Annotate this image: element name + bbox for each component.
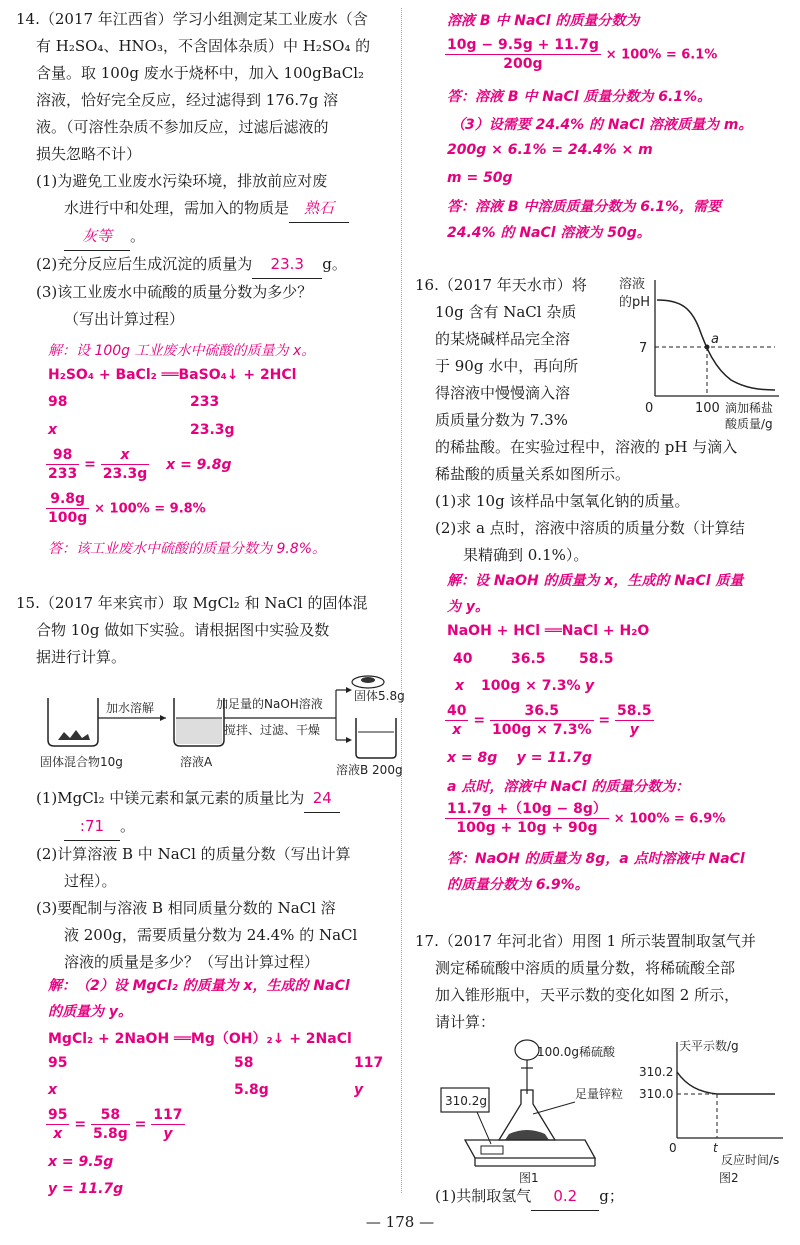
q15-part1-line2 <box>16 813 394 841</box>
q16-calc-label: a 点时，溶液中 NaCl 的质量分数为： <box>447 779 690 795</box>
conical-flask-icon <box>499 1090 555 1140</box>
q15-part3-text: 液 200g，需要质量分数为 24.4% 的 NaCl <box>64 926 358 944</box>
q14-part3-text: (3)该工业废水中硫酸的质量分数为多少？ <box>36 283 313 301</box>
tick-label: 310.0 <box>639 1087 674 1101</box>
q15-part1-end: 。 <box>120 817 136 835</box>
q16-stem-line: 质质量分数为 7.3% <box>435 411 568 429</box>
q15-stem <box>16 590 394 671</box>
q16-variable: y <box>585 678 595 694</box>
q15-answer-2: 答：溶液 B 中 NaCl 质量分数为 6.1%。 <box>447 89 712 105</box>
x-axis-label: 酸质量/g <box>725 417 773 431</box>
q16-part2-text: 果精确到 0.1%）。 <box>463 546 589 564</box>
q15-stem-line: 合物 10g 做如下实验。请根据图中实验及数 <box>36 621 330 639</box>
q15-parts <box>16 785 394 976</box>
q16-part2-text: (2)求 a 点时，溶液中溶质的质量分数（计算结 <box>435 519 745 537</box>
q14-solution-intro: 解：设 100g 工业废水中硫酸的质量为 x。 <box>48 343 316 359</box>
numerator: 10g − 9.5g + 11.7g <box>447 37 599 53</box>
q16-stem-line: 的稀盐酸。在实验过程中，溶液的 pH 与滴入 <box>435 438 738 456</box>
x-axis-label: 反应时间/s <box>721 1153 780 1167</box>
q16-answer: 答：NaOH 的质量为 8g，a 点时溶液中 NaCl <box>447 851 745 867</box>
q17-part1-answer: 0.2 <box>531 1183 599 1211</box>
numerator: 58 <box>91 1106 130 1125</box>
q15-part3-text: (3)要配制与溶液 B 相同质量分数的 NaCl 溶 <box>36 899 336 917</box>
q14-result: x = 9.8g <box>166 456 232 473</box>
label-solution-a: 溶液A <box>180 755 213 769</box>
numerator: 36.5 <box>490 702 594 721</box>
q15-part1-answer: 24 <box>304 785 340 813</box>
q17-stem-line: 17.（2017 年河北省）用图 1 所示装置制取氢气并 <box>415 932 756 950</box>
q16-stem <box>415 272 625 434</box>
label-step-naoh: 加足量的NaOH溶液 <box>216 697 323 711</box>
q15-experiment-diagram <box>36 668 406 780</box>
q15-value: 5.8g <box>234 1082 269 1098</box>
q15-calc-label: 溶液 B 中 NaCl 的质量分数为 <box>447 13 640 29</box>
q14-part1-text: 水进行中和处理，需加入的物质是 <box>64 199 290 217</box>
q16-calc-fraction <box>445 800 725 837</box>
q16-stem-line: 10g 含有 NaCl 杂质 <box>435 303 577 321</box>
q15-stem-line: 15.（2017 年来宾市）取 MgCl₂ 和 NaCl 的固体混 <box>16 594 368 612</box>
balance-reading: 310.2g <box>445 1094 487 1108</box>
q15-molar-mass: 117 <box>354 1055 384 1071</box>
q16-variable: x <box>455 678 465 694</box>
numerator: 117 <box>153 1107 183 1123</box>
q16-stem-line: 稀盐酸的质量关系如图所示。 <box>435 465 631 483</box>
y-axis-label: 天平示数/g <box>679 1039 739 1053</box>
q16-calc-result: × 100% = 6.9% <box>613 811 726 827</box>
label-solution-b: 溶液B 200g <box>336 763 403 777</box>
q15-result-y: y = 11.7g <box>48 1181 124 1197</box>
q14-value: 23.3g <box>190 422 235 438</box>
q15-answer-3-cont: 24.4% 的 NaCl 溶液为 50g。 <box>447 225 651 241</box>
q14-part2-answer: 23.3 <box>252 251 322 279</box>
numerator: 9.8g <box>46 490 89 509</box>
q16-proportion: $\frac{40}{x}$ = $\frac{36.5}{100g \times 7.3\%}$ = $\frac{58.5}{y}$ <box>447 703 652 738</box>
denominator: y <box>629 722 639 738</box>
q14-percent <box>46 490 206 527</box>
tick-label: 7 <box>639 341 648 356</box>
point-a <box>705 345 710 350</box>
numerator: 95 <box>48 1107 68 1123</box>
figure1-caption: 图1 <box>519 1171 539 1185</box>
fraction <box>46 1106 69 1143</box>
q14-part2-end: g。 <box>322 255 347 273</box>
q15-part1 <box>16 785 394 813</box>
q14-stem-line: 溶液，恰好完全反应，经过滤得到 176.7g 溶 <box>36 91 339 109</box>
q17-part1-text: (1)共制取氢气 <box>435 1187 532 1205</box>
q16-solution-intro: 为 y。 <box>447 599 489 615</box>
q14-part1-end: 。 <box>130 227 146 245</box>
fraction <box>445 36 601 73</box>
q14-proportion: $\frac{98}{233}$ = $\frac{x}{23.3g}$ x = 9.8g <box>48 447 232 482</box>
q17-stem-line: 加入锥形瓶中，天平示数的变化如图 2 所示， <box>435 986 740 1004</box>
tick-label: 100 <box>695 401 720 416</box>
label-step-filter: 搅拌、过滤、干燥 <box>224 723 321 737</box>
q14-molar-mass: 233 <box>190 394 220 410</box>
numerator: 40 <box>447 703 467 719</box>
q16-solution-intro: 解：设 NaOH 的质量为 x，生成的 NaCl 质量 <box>447 573 744 589</box>
q16-part1-text: (1)求 10g 该样品中氢氧化钠的质量。 <box>435 492 690 510</box>
q16-body <box>415 434 787 569</box>
fraction <box>151 1106 184 1143</box>
q16-results: x = 8g y = 11.7g <box>447 750 592 766</box>
q16-molar-mass: 40 <box>453 651 473 667</box>
fraction <box>101 446 150 483</box>
q15-part1-text: (1)MgCl₂ 中镁元素和氯元素的质量比为 <box>36 789 305 807</box>
q14-stem <box>16 6 394 333</box>
q15-calc-fraction <box>445 36 717 73</box>
denominator: y <box>163 1126 173 1142</box>
fraction <box>490 702 594 739</box>
beaker-icon <box>356 718 396 758</box>
q17-part1 <box>435 1183 624 1211</box>
q15-variable: x <box>48 1082 58 1098</box>
q15-solution-intro: 解：（2）设 MgCl₂ 的质量为 x，生成的 NaCl <box>48 978 350 994</box>
q14-part1-text: (1)为避免工业废水污染环境，排放前应对废 <box>36 172 328 190</box>
y-axis-label: 溶液 <box>619 277 646 292</box>
denominator: x <box>53 1126 63 1142</box>
q14-part1-answer-cont: 灰等 <box>64 223 130 251</box>
tick-label: 310.2 <box>639 1065 674 1079</box>
figure2-caption: 图2 <box>719 1171 739 1185</box>
q16-stem-line: 于 90g 水中，再向所 <box>435 357 579 375</box>
q17-part1-end: g； <box>599 1187 624 1205</box>
label-acid: 100.0g稀硫酸 <box>537 1045 615 1059</box>
q14-stem-line: 有 H₂SO₄、HNO₃，不含固体杂质）中 H₂SO₄ 的 <box>36 37 371 55</box>
beaker-icon <box>48 698 98 746</box>
q15-molar-mass: 58 <box>234 1055 254 1071</box>
q14-stem-line: 损失忽略不计） <box>36 145 142 163</box>
tick-label: 0 <box>645 401 654 416</box>
fraction <box>445 800 609 837</box>
numerator: 11.7g +（10g − 8g） <box>447 801 607 817</box>
q15-part3-result: m = 50g <box>447 170 513 186</box>
q17-stem <box>415 928 787 1036</box>
watch-glass-icon <box>352 676 384 688</box>
q16-value: 100g × 7.3% <box>481 678 581 694</box>
q15-part1-answer-cont: :71 <box>64 813 120 841</box>
q16-ph-graph <box>615 272 787 434</box>
q15-answer-3: 答：溶液 B 中溶质质量分数为 6.1%，需要 <box>447 199 722 215</box>
q15-part3-text: 溶液的质量是多少？（写出计算过程） <box>64 953 320 971</box>
fraction <box>445 702 468 739</box>
q15-part2-text: (2)计算溶液 B 中 NaCl 的质量分数（写出计算 <box>36 845 351 863</box>
separatory-funnel-icon <box>515 1040 539 1094</box>
balance-icon <box>465 1140 595 1166</box>
fraction <box>91 1106 130 1143</box>
column-divider <box>401 8 402 1193</box>
q17-figure1-apparatus <box>435 1034 645 1184</box>
q16-stem-line: 得溶液中慢慢滴入溶 <box>435 384 571 402</box>
q17-figure2-graph <box>639 1034 787 1185</box>
denominator: 100g × 7.3% <box>491 722 592 738</box>
q14-stem-line: 14.（2017 年江西省）学习小组测定某工业废水（含 <box>16 10 368 28</box>
denominator: 100g <box>48 510 88 526</box>
tick-label: t <box>713 1141 718 1155</box>
q14-part3-text: （写出计算过程） <box>64 310 185 328</box>
tick-label: 0 <box>669 1141 677 1155</box>
q16-molar-mass: 36.5 <box>511 651 546 667</box>
denominator: x <box>452 722 462 738</box>
q14-part1-line2 <box>16 195 394 223</box>
numerator: x <box>101 446 150 465</box>
fraction <box>46 446 79 483</box>
fraction <box>46 490 89 527</box>
page-number: — 178 — <box>365 1213 435 1231</box>
denominator: 23.3g <box>102 466 148 482</box>
q16-stem-line: 16.（2017 年天水市）将 <box>415 276 587 294</box>
q14-percent-result: × 100% = 9.8% <box>94 501 206 517</box>
q17-stem-line: 测定稀硫酸中溶质的质量分数，将稀硫酸全部 <box>435 959 736 977</box>
q14-part1-answer: 熟石 <box>289 195 349 223</box>
mass-curve <box>677 1072 775 1094</box>
q14-stem-line: 液。（可溶性杂质不参加反应，过滤后滤液的 <box>36 118 329 136</box>
q15-molar-mass: 95 <box>48 1055 68 1071</box>
q15-proportion: $\frac{95}{x}$ = $\frac{58}{5.8g}$ = $\frac{117}{y}$ <box>48 1107 183 1142</box>
y-axis-label: 的pH <box>619 295 651 310</box>
q15-part3-setup: （3）设需要 24.4% 的 NaCl 溶液质量为 m。 <box>451 117 753 133</box>
q14-part2-text: (2)充分反应后生成沉淀的质量为 <box>36 255 253 273</box>
q14-part2 <box>16 251 394 279</box>
q15-result-x: x = 9.5g <box>48 1154 114 1170</box>
q14-part1-line3 <box>16 223 394 251</box>
q14-answer: 答：该工业废水中硫酸的质量分数为 9.8%。 <box>48 541 327 557</box>
q14-stem-line: 含量。取 100g 废水于烧杯中，加入 100gBaCl₂ <box>36 64 365 82</box>
denominator: 233 <box>48 466 78 482</box>
fraction <box>615 702 654 739</box>
q15-equation: MgCl₂ + 2NaOH ══Mg（OH）₂↓ + 2NaCl <box>48 1031 352 1047</box>
q16-stem-line: 的某烧碱样品完全溶 <box>435 330 571 348</box>
q14-variable: x <box>48 422 58 438</box>
q14-equation: H₂SO₄ + BaCl₂ ══BaSO₄↓ + 2HCl <box>48 367 297 383</box>
q16-answer-cont: 的质量分数为 6.9%。 <box>447 877 589 893</box>
q17-stem-line: 请计算： <box>435 1013 496 1031</box>
q16-equation: NaOH + HCl ══NaCl + H₂O <box>447 623 650 639</box>
point-a-label: a <box>711 332 719 347</box>
x-axis-label: 滴加稀盐 <box>725 401 774 415</box>
label-mixture: 固体混合物10g <box>40 755 123 769</box>
q15-solution-intro: 的质量为 y。 <box>48 1004 132 1020</box>
denominator: 100g + 10g + 90g <box>456 820 598 836</box>
q15-part2-text: 过程）。 <box>64 872 117 890</box>
denominator: 5.8g <box>92 1126 128 1142</box>
q15-variable: y <box>354 1082 364 1098</box>
q15-part3-equation: 200g × 6.1% = 24.4% × m <box>447 142 653 158</box>
label-solid: 固体5.8g <box>354 689 405 703</box>
denominator: 200g <box>503 56 543 72</box>
numerator: 58.5 <box>617 703 652 719</box>
label-zinc: 足量锌粒 <box>575 1087 624 1101</box>
q16-molar-mass: 58.5 <box>579 651 614 667</box>
numerator: 98 <box>46 446 79 465</box>
label-step-dissolve: 加水溶解 <box>106 701 155 715</box>
q14-molar-mass: 98 <box>48 394 68 410</box>
q15-calc-result: × 100% = 6.1% <box>605 47 718 63</box>
q15-stem-line: 据进行计算。 <box>36 648 127 666</box>
